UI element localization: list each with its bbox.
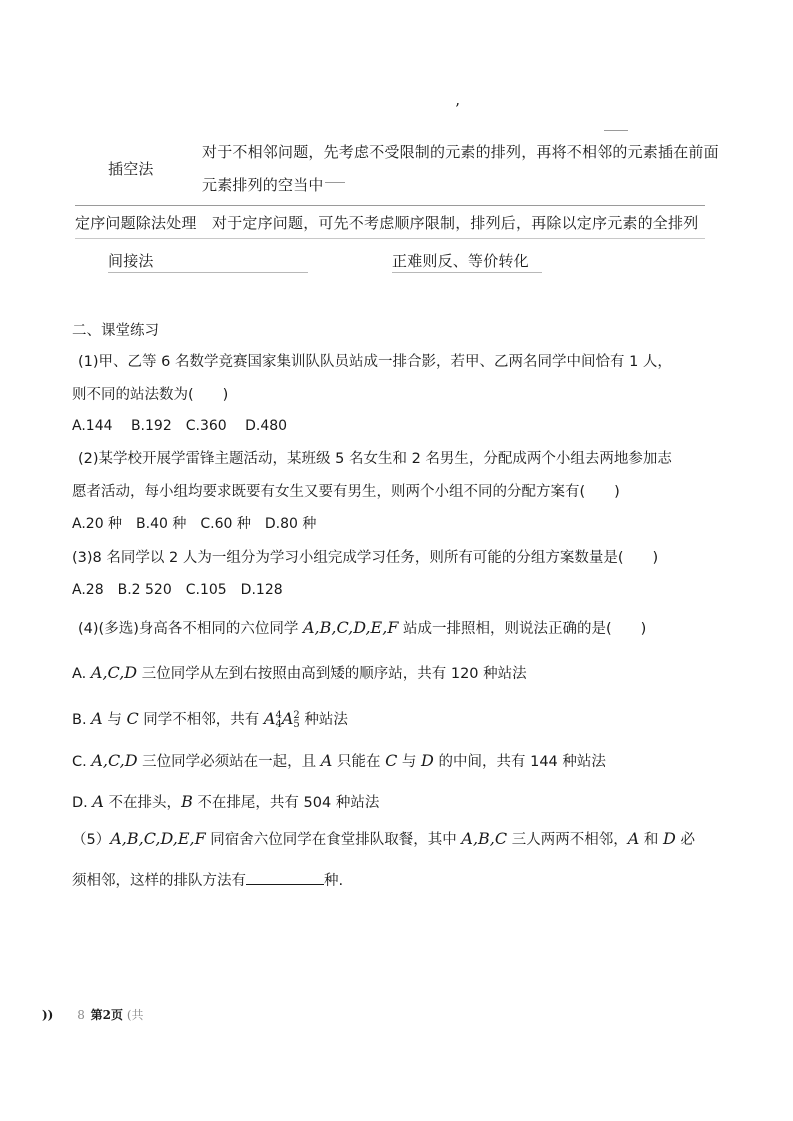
option-b-text1: 同学不相邻，共有: [138, 712, 264, 728]
question-5-var1: A: [627, 829, 640, 848]
option-c-text3: 与: [397, 754, 422, 770]
question-4-stem: [78, 617, 646, 638]
question-5-vars2: A,B,C: [461, 829, 508, 848]
option-c-text2: 只能在: [332, 754, 386, 770]
option-b-text2: 种站法: [299, 712, 348, 728]
method-desc-order: 对于定序问题，可先不考虑顺序限制，排列后，再除以定序元素的全排列: [212, 214, 699, 232]
question-2-line1: (2)某学校开展学雷锋主题活动，某班级 5 名女生和 2 名男生，分配成两个小组去两地参加志: [78, 451, 672, 467]
method-label-indirect: 间接法: [108, 252, 154, 270]
option-c-vars: A,C,D: [91, 751, 138, 770]
answer-blank[interactable]: [246, 870, 324, 885]
option-a-prefix: A.: [72, 666, 91, 682]
question-1-line2: 则不同的站法数为( ): [72, 387, 229, 403]
option-c-prefix: C.: [72, 754, 92, 770]
stray-mark: ’: [455, 100, 460, 118]
question-3-options: A.28 B.2 520 C.105 D.128: [72, 582, 283, 598]
question-1-line1: (1)甲、乙等 6 名数学竞赛国家集训队队员站成一排合影，若甲、乙两名同学中间恰有 1 人，: [78, 354, 672, 370]
question-5-prefix: （5）: [72, 832, 111, 848]
option-b-prefix: B.: [72, 712, 92, 728]
option-c-var1: A: [320, 751, 333, 770]
question-5-line2: [72, 869, 343, 890]
question-4-option-c: [72, 750, 606, 771]
arrangement-1-sup: 4: [275, 710, 282, 721]
option-a-text: 三位同学从左到右按照由高到矮的顺序站，共有 120 种站法: [137, 666, 527, 682]
method-desc-insert-line2: 元素排列的空当中: [202, 176, 324, 194]
option-d-prefix: D.: [72, 795, 93, 811]
question-5-text4: 必: [675, 832, 695, 848]
footer-mark: )): [42, 1008, 54, 1022]
question-1-options: A.144 B.192 C.360 D.480: [72, 418, 288, 434]
question-4-suffix: 站成一排照相，则说法正确的是( ): [398, 621, 647, 637]
option-c-var3: D: [421, 751, 434, 770]
option-c-text4: 的中间，共有 144 种站法: [433, 754, 606, 770]
table-line: [108, 272, 308, 273]
option-d-var2: B: [181, 792, 193, 811]
table-line: [75, 238, 705, 239]
option-c-text1: 三位同学必须站在一起，且: [137, 754, 321, 770]
arrangement-2-sub: 5: [293, 719, 300, 730]
option-a-vars: A,C,D: [90, 663, 138, 682]
question-4-vars: A,B,C,D,E,F: [302, 618, 399, 637]
question-2-line2: 愿者活动，每小组均要求既要有女生又要有男生，则两个小组不同的分配方案有( ): [72, 484, 620, 500]
question-4-option-d: [72, 791, 379, 812]
question-5-line1: [72, 828, 695, 849]
footer: [42, 1006, 144, 1023]
question-4-option-b: [72, 708, 348, 729]
table-line: [325, 182, 345, 183]
table-line: [75, 205, 705, 206]
arrangement-2-sup: 2: [293, 710, 300, 721]
option-d-text2: 不在排尾，共有 504 种站法: [192, 795, 380, 811]
question-4-prefix: (4)(多选)身高各不相同的六位同学: [78, 621, 303, 637]
question-2-options: A.20 种 B.40 种 C.60 种 D.80 种: [72, 516, 317, 532]
option-b-var1: A: [91, 709, 103, 728]
arrangement-symbol-2: A: [281, 709, 294, 728]
question-5-text3: 和: [639, 832, 664, 848]
table-line: [392, 272, 542, 273]
question-5-text1: 同宿舍六位同学在食堂排队取餐，其中: [205, 832, 462, 848]
option-c-var2: C: [385, 751, 398, 770]
option-b-mid: 与: [102, 712, 127, 728]
question-4-option-a: [72, 662, 527, 683]
footer-faint-number: 8: [77, 1008, 85, 1022]
question-5-line2-suffix: 种.: [324, 873, 344, 889]
option-d-var1: A: [92, 792, 104, 811]
question-5-text2: 三人两两不相邻，: [507, 832, 628, 848]
method-label-order: 定序问题除法处理: [75, 214, 197, 232]
method-label-insert: 插空法: [108, 160, 154, 178]
question-3-line1: (3)8 名同学以 2 人为一组分为学习小组完成学习任务，则所有可能的分组方案数量是( ): [72, 550, 659, 566]
question-5-var2: D: [663, 829, 676, 848]
section-title: 二、课堂练习: [72, 323, 159, 339]
table-line: [604, 130, 628, 131]
arrangement-1-sub: 4: [275, 719, 282, 730]
question-5-vars1: A,B,C,D,E,F: [110, 829, 206, 848]
question-5-line2-prefix: 须相邻，这样的排队方法有: [72, 873, 246, 889]
option-b-var2: C: [126, 709, 139, 728]
method-desc-insert-line1: 对于不相邻问题，先考虑不受限制的元素的排列，再将不相邻的元素插在前面: [202, 143, 719, 161]
method-desc-indirect: 正难则反、等价转化: [392, 252, 529, 270]
option-d-text1: 不在排头，: [103, 795, 182, 811]
footer-faint-tail: (共: [126, 1008, 144, 1022]
footer-page-label: 第2页: [90, 1008, 124, 1022]
arrangement-symbol-1: A: [263, 709, 276, 728]
